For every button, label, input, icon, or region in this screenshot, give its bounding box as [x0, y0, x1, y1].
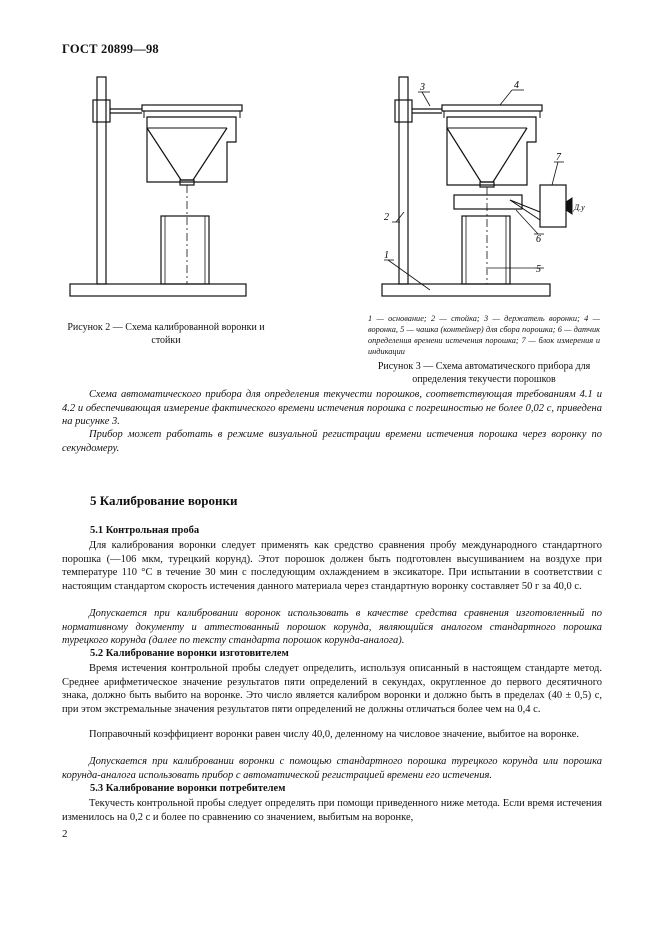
label-7: 7 — [556, 152, 561, 163]
stand-base — [70, 284, 246, 296]
intro-paragraph-2: Прибор может работать в режиме визуальной регистрации времени истечения порошка через воронку по секундомеру. — [62, 429, 602, 454]
subsection-5-2-paragraph-3: Допускается при калибровании воронки с помощью стандартного порошка турецкого корунда или порошка корунда-аналога использовать прибор с автоматической регистрацией времени его истечения. — [62, 756, 602, 781]
measurement-unit — [540, 185, 566, 227]
collection-cup — [161, 216, 209, 284]
label-arrow: Д.у — [574, 203, 585, 212]
pole-clamp — [93, 100, 110, 122]
subsection-5-3-title: 5.3 Калибрование воронки потребителем — [90, 783, 286, 794]
funnel-rim — [442, 105, 542, 111]
label-6: 6 — [536, 234, 541, 245]
pole — [399, 77, 408, 284]
page-number: 2 — [62, 828, 68, 840]
figure-3-legend: 1 — основание; 2 — стойка; 3 — держатель воронки; 4 — воронка, 5 — чашка (контейнер) для сбора порошка; 6 — датчик определения времени истечения порошка; 7 — блок измерения и индикации — [368, 314, 600, 356]
label-5: 5 — [536, 264, 541, 275]
document-code: ГОСТ 20899—98 — [62, 42, 159, 56]
sensor-block — [454, 195, 522, 209]
figure-2-funnel-stand — [60, 72, 260, 312]
subsection-5-1-paragraph-1: Для калибрования воронки следует применять как средство сравнения пробу международного стандартного порошка (—106 мкм, турецкий корунд). Этот порошок должен быть подготовлен высушиванием на воздухе при температуре 110 °С в течение 30 мин с последующим охлаждением в эксикаторе. При испытании в соответствии с настоящим стандартом скорость истечения данного материала через стандартную воронку составляет 50 г за 40,0 с. — [62, 540, 602, 592]
subsection-5-1-paragraph-2: Допускается при калибровании воронок использовать в качестве средства сравнения изготовленный по нормативному документу и аттестованный порошок корунда, являющийся аналогом стандартного порошка турецкого корунда (далее по тексту стандарта порошок корунда-аналога). — [62, 608, 602, 646]
section-5-title: 5 Калибрование воронки — [90, 493, 238, 508]
subsection-5-2-title: 5.2 Калибрование воронки изготовителем — [90, 648, 289, 659]
funnel-rim — [142, 105, 242, 111]
subsection-5-1-title: 5.1 Контрольная проба — [90, 525, 200, 536]
figure-2-caption: Рисунок 2 — Схема калиброванной воронки и стойки — [67, 322, 265, 346]
label-2: 2 — [384, 212, 389, 223]
funnel — [447, 117, 536, 185]
label-3: 3 — [420, 82, 425, 93]
figure-3-automatic-device — [370, 72, 610, 312]
collection-cup — [462, 216, 510, 284]
subsection-5-3-paragraph-1: Текучесть контрольной пробы следует определять при помощи приведенного ниже метода. Если время истечения изменилось на 0,2 с и более по сравнению со значением, выбитым на воронке, — [62, 798, 602, 823]
funnel-cone — [147, 128, 227, 180]
subsection-5-2-paragraph-2: Поправочный коэффициент воронки равен числу 40,0, деленному на числовое значение, выбитое на воронке. — [89, 729, 580, 740]
label-4: 4 — [514, 80, 519, 91]
subsection-5-2-paragraph-1: Время истечения контрольной пробы следует определить, используя описанный в настоящем стандарте метод. Среднее арифметическое значение результатов пяти определений в секундах, округленное до первого десятичного знака, должно быть выбито на воронке. Это число является калибром воронки и должно быть в пределах (40 ± 0,5) с, при этом экстремальные значения результатов пяти определений не должны отличаться более чем на 0,4 с. — [62, 663, 602, 715]
label-1: 1 — [384, 250, 389, 261]
intro-paragraph-1: Схема автоматического прибора для определения текучести порошков, соответствующая требованиям 4.1 и 4.2 и обеспечивающая измерение фактического времени истечения порошка с погрешностью не более 0,02 с, приведена на рисунке 3. — [62, 389, 602, 427]
base — [382, 284, 550, 296]
figure-3-caption: Рисунок 3 — Схема автоматического прибора для определения текучести порошков — [377, 361, 591, 385]
stand-pole — [97, 77, 106, 284]
